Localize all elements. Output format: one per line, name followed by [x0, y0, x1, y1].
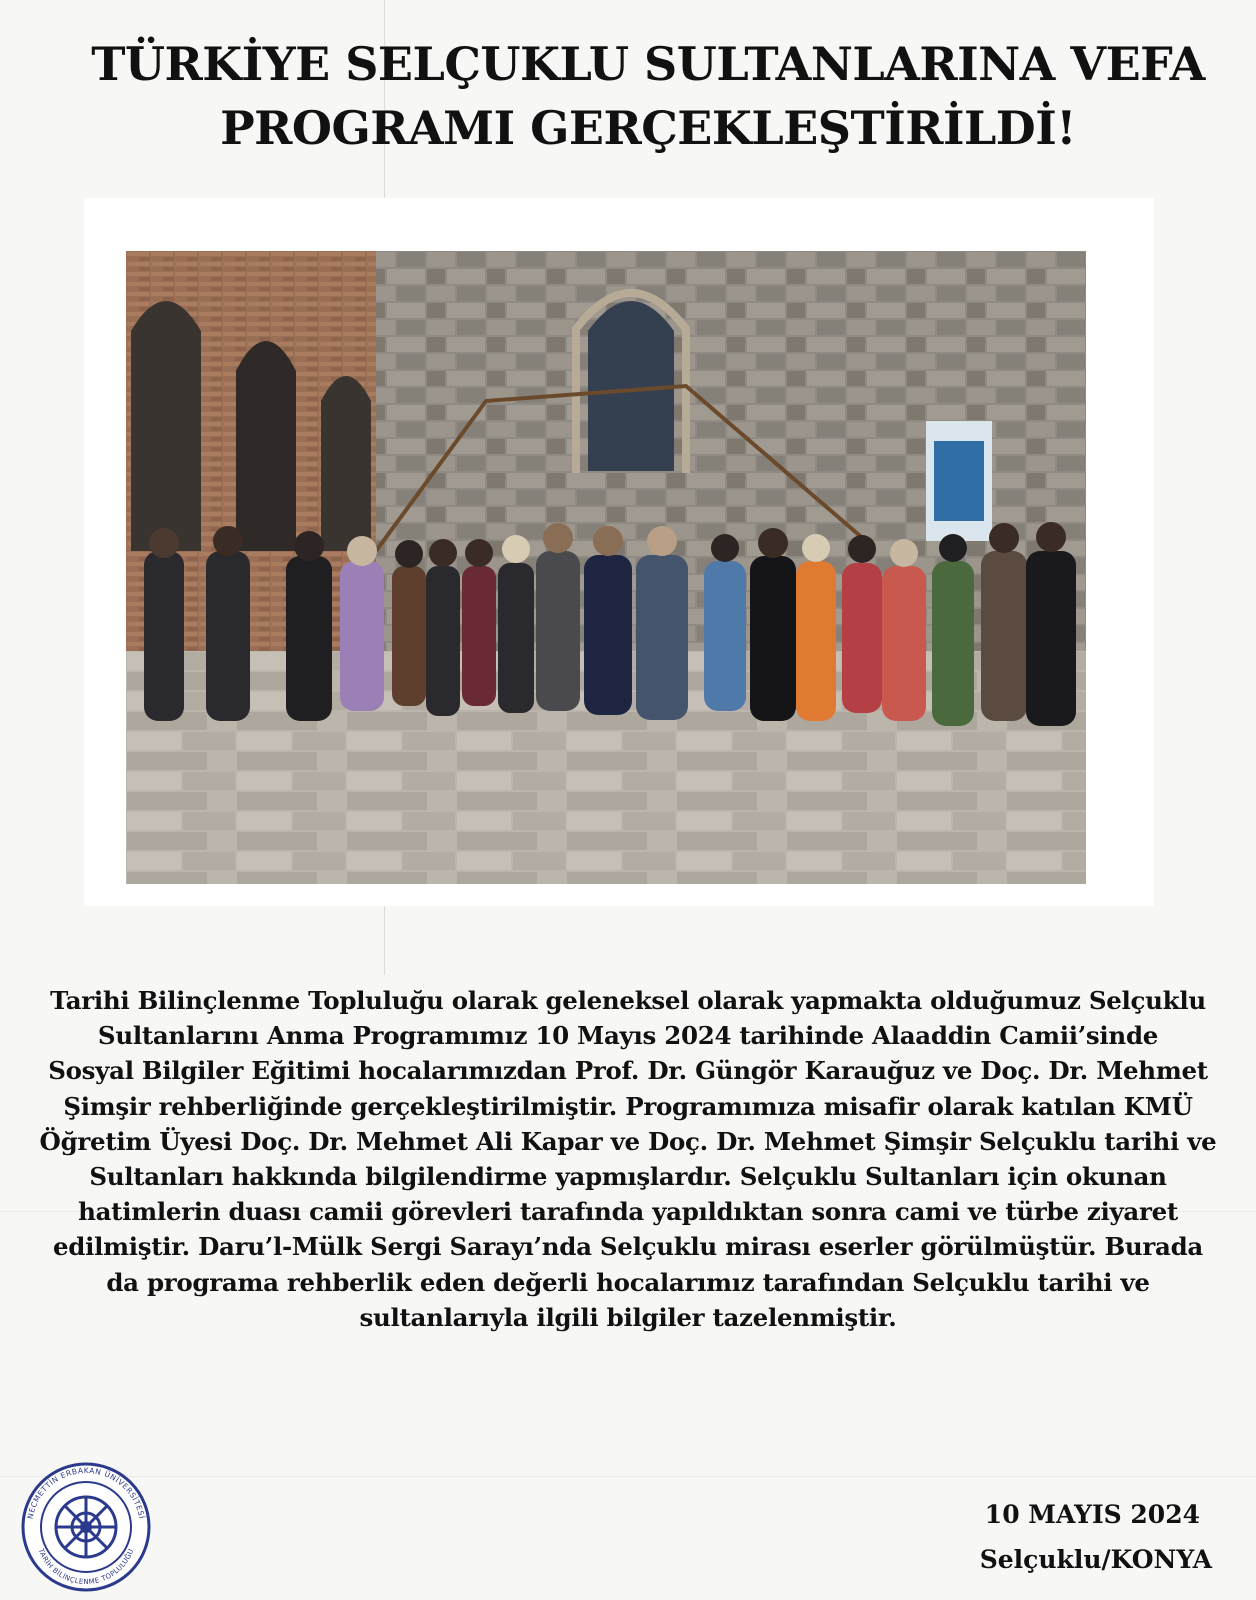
body-line: Tarihi Bilinçlenme Topluluğu olarak geleneksel olarak yapmakta olduğumuz Selçuklu	[50, 986, 1206, 1015]
body-line: hatimlerin duası camii görevleri tarafında yapıldıktan sonra cami ve türbe ziyaret	[78, 1197, 1178, 1227]
body-line: Sultanlarını Anma Programımız 10 Mayıs 2024 tarihinde Alaaddin Camii’sinde	[97, 1021, 1159, 1051]
body-line: Sultanları hakkında bilgilendirme yapmışlardır. Selçuklu Sultanları için okunan	[89, 1162, 1167, 1192]
page-title	[40, 32, 1256, 160]
article-body	[10, 983, 1246, 1335]
university-seal-icon	[14, 1460, 158, 1595]
event-location: Selçuklu/KONYA	[979, 1545, 1212, 1574]
guide-line	[384, 905, 385, 975]
body-line: Öğretim Üyesi Doç. Dr. Mehmet Ali Kapar ve Doç. Dr. Mehmet Şimşir Selçuklu tarihi ve	[39, 1126, 1217, 1156]
body-line: edilmiştir. Daru’l-Mülk Sergi Sarayı’nda Selçuklu mirası eserler görülmüştür. Burada	[53, 1232, 1203, 1262]
body-line: sultanlarıyla ilgili bilgiler tazelenmiştir.	[359, 1302, 897, 1332]
seal-outer-text: NECMETTİN ERBAKAN ÜNİVERSİTESİ	[25, 1465, 147, 1520]
body-line: Şimşir rehberliğinde gerçekleştirilmiştir. Programımıza misafir olarak katılan KMÜ	[63, 1091, 1193, 1121]
title-line-1: TÜRKİYE SELÇUKLU SULTANLARINA VEFA	[91, 37, 1205, 91]
body-line: da programa rehberlik eden değerli hocalarımız tarafından Selçuklu tarihi ve	[106, 1267, 1150, 1297]
seal-inner-text: TARİH BİLİNÇLENME TOPLULUĞU	[36, 1547, 136, 1587]
event-date: 10 MAYIS 2024	[984, 1500, 1200, 1529]
body-line: Sosyal Bilgiler Eğitimi hocalarımızdan Prof. Dr. Güngör Karauğuz ve Doç. Dr. Mehmet	[48, 1056, 1208, 1086]
title-line-2: PROGRAMI GERÇEKLEŞTİRİLDİ!	[220, 101, 1076, 155]
group-photo	[126, 251, 1086, 884]
photo-frame	[84, 198, 1154, 906]
guide-line	[0, 1476, 1256, 1477]
